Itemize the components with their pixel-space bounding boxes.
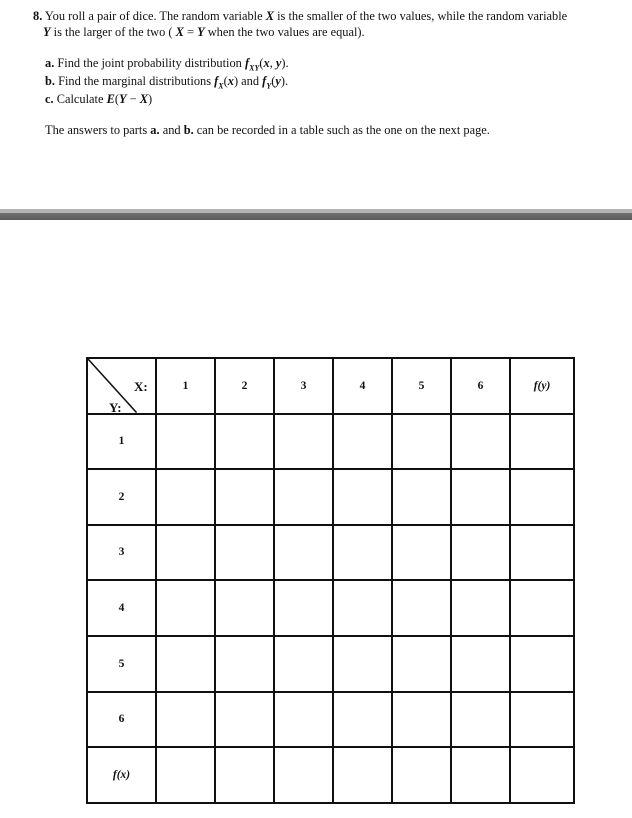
table-row-fx [87, 747, 574, 803]
corner-cell [87, 358, 156, 414]
table-cell[interactable] [215, 525, 274, 581]
table-cell[interactable] [274, 580, 333, 636]
table-row [87, 636, 574, 692]
table-cell[interactable] [333, 525, 392, 581]
part-a: a. Find the joint probability distribution $f_{XY}(x$, y). [45, 56, 289, 73]
part-c: c. Calculate E(Y − X) [45, 92, 153, 106]
table-row [87, 580, 574, 636]
fy-header: f(y) [510, 358, 574, 414]
table-cell[interactable] [156, 747, 215, 803]
x-header: 3 [274, 358, 333, 414]
distribution-table [86, 357, 575, 804]
table-cell[interactable] [392, 414, 451, 470]
table-cell[interactable] [333, 580, 392, 636]
y-row-header: 3 [87, 525, 156, 581]
table-cell[interactable] [392, 692, 451, 748]
table-row [87, 692, 574, 748]
table-cell[interactable] [333, 414, 392, 470]
table-cell[interactable] [510, 747, 574, 803]
y-row-header: 5 [87, 636, 156, 692]
table-row [87, 525, 574, 581]
table-cell[interactable] [392, 469, 451, 525]
table-cell[interactable] [451, 414, 510, 470]
table-cell[interactable] [156, 414, 215, 470]
table-cell[interactable] [392, 636, 451, 692]
table-cell[interactable] [510, 414, 574, 470]
table-cell[interactable] [156, 469, 215, 525]
table-cell[interactable] [510, 525, 574, 581]
table-cell[interactable] [215, 414, 274, 470]
x-axis-label: X: [134, 379, 148, 394]
table-cell[interactable] [333, 636, 392, 692]
table-cell[interactable] [215, 580, 274, 636]
parts-list [45, 56, 623, 107]
table-cell[interactable] [156, 525, 215, 581]
x-header: 4 [333, 358, 392, 414]
table-row [87, 414, 574, 470]
table-cell[interactable] [510, 692, 574, 748]
table-cell[interactable] [333, 692, 392, 748]
table-cell[interactable] [451, 580, 510, 636]
table-cell[interactable] [274, 636, 333, 692]
y-row-header: 1 [87, 414, 156, 470]
table-cell[interactable] [215, 469, 274, 525]
table-note: The answers to parts a. and b. can be recorded in a table such as the one on the next page. [45, 123, 490, 137]
y-axis-label: Y: [109, 400, 122, 415]
y-row-header: 4 [87, 580, 156, 636]
x-header: 5 [392, 358, 451, 414]
table-cell[interactable] [274, 525, 333, 581]
table-cell[interactable] [451, 747, 510, 803]
table-cell[interactable] [510, 469, 574, 525]
table-cell[interactable] [510, 636, 574, 692]
table-cell[interactable] [156, 636, 215, 692]
table-cell[interactable] [156, 580, 215, 636]
table-cell[interactable] [392, 747, 451, 803]
table-row [87, 469, 574, 525]
x-header: 1 [156, 358, 215, 414]
table-cell[interactable] [333, 469, 392, 525]
table-cell[interactable] [215, 692, 274, 748]
part-b: b. Find the marginal distributions $f_X(x)$ and $f_Y(y)$. [45, 74, 289, 91]
table-cell[interactable] [215, 747, 274, 803]
table-cell[interactable] [392, 525, 451, 581]
fx-row-header: f(x) [87, 747, 156, 803]
table-cell[interactable] [392, 580, 451, 636]
table-cell[interactable] [274, 414, 333, 470]
table-cell[interactable] [274, 747, 333, 803]
table-cell[interactable] [451, 469, 510, 525]
y-row-header: 2 [87, 469, 156, 525]
problem-number: 8. [33, 9, 43, 23]
table-cell[interactable] [215, 636, 274, 692]
table-cell[interactable] [333, 747, 392, 803]
table-header-row [87, 358, 574, 414]
y-row-header: 6 [87, 692, 156, 748]
table-cell[interactable] [451, 525, 510, 581]
problem-line-1: 8. You roll a pair of dice. The random variable X is the smaller of the two values, while the random variable [33, 9, 568, 23]
table-cell[interactable] [451, 636, 510, 692]
x-header: 6 [451, 358, 510, 414]
problem-line-2: Y is the larger of the two ( X = Y when the two values are equal). [43, 24, 365, 39]
x-header: 2 [215, 358, 274, 414]
table-cell[interactable] [510, 580, 574, 636]
table-cell[interactable] [156, 692, 215, 748]
table-cell[interactable] [274, 469, 333, 525]
table-cell[interactable] [274, 692, 333, 748]
table-cell[interactable] [451, 692, 510, 748]
problem-statement [33, 9, 623, 139]
page-divider [0, 209, 632, 220]
